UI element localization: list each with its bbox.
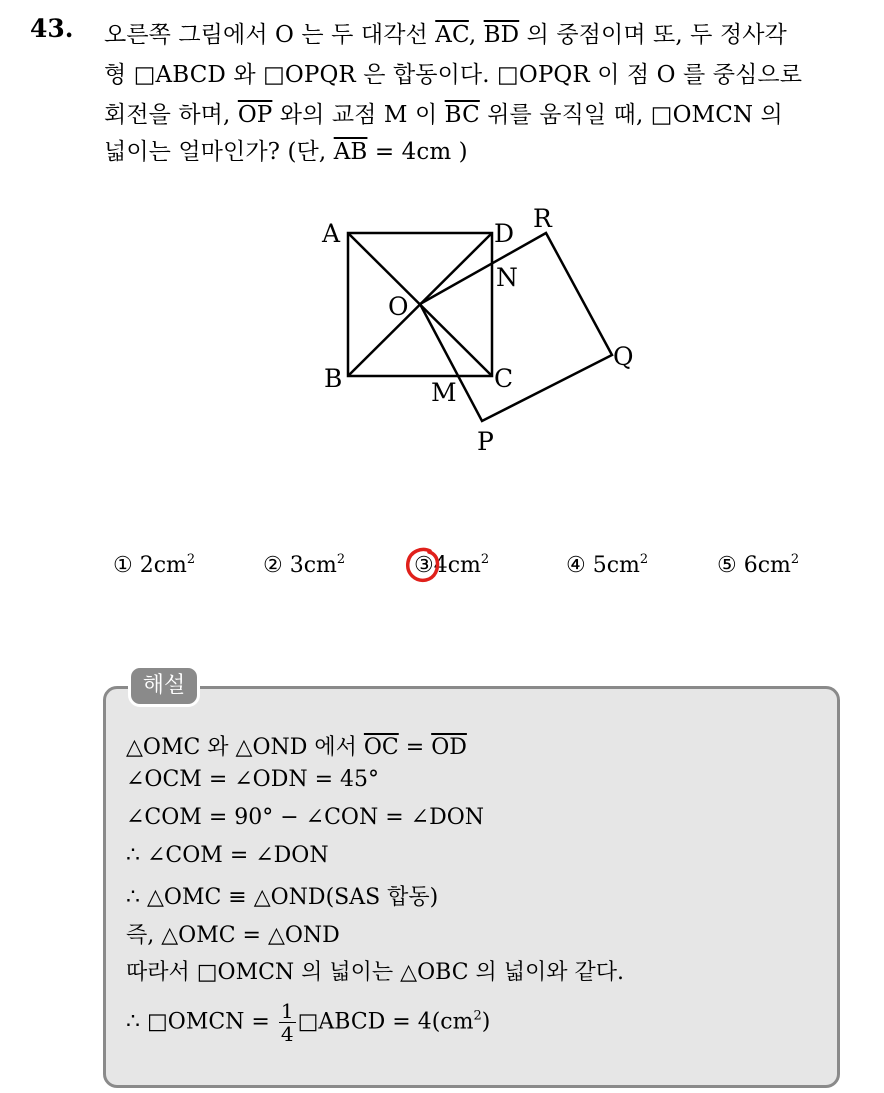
label-r: R [533, 204, 552, 233]
fraction-one-quarter [279, 1000, 296, 1045]
question-line-2: 형 □ABCD 와 □OPQR 은 합동이다. □OPQR 이 점 O 를 중심으로 [104, 62, 803, 88]
segment-ab: $\overline{AB}$ [333, 139, 368, 165]
choice-value: 5cm [592, 553, 640, 578]
solution-line-8 [126, 1000, 490, 1045]
label-b: B [324, 364, 343, 393]
solution-line-4: ∴ ∠COM = ∠DON [126, 843, 329, 868]
choice-value: 2cm [139, 553, 187, 578]
choice-1[interactable] [113, 552, 195, 578]
solution-line-2: ∠OCM = ∠ODN = 45° [126, 767, 380, 792]
segment-oc: $\overline{OC}$ [363, 735, 399, 760]
question-text: = 4cm ) [367, 139, 468, 165]
solution-text: △OMC 와 △OND 에서 [126, 735, 364, 760]
question-text: 와의 교점 M 이 [272, 102, 445, 128]
choice-value: 4cm [433, 553, 481, 578]
label-c: C [494, 364, 514, 393]
solution-text: ) [481, 1009, 491, 1035]
label-a: A [322, 219, 341, 248]
question-line-3 [104, 96, 783, 129]
label-n: N [496, 263, 518, 292]
solution-badge: 해설 [128, 665, 200, 707]
choice-marker: ④ [566, 553, 586, 578]
question-text: , [468, 22, 484, 48]
solution-line-5: ∴ △OMC ≡ △OND(SAS 합동) [126, 885, 439, 910]
question-text: 회전을 하며, [104, 102, 238, 128]
solution-text: □ABCD = 4(cm [297, 1009, 474, 1035]
solution-line-1 [126, 730, 467, 761]
solution-text: ∴ □OMCN = [126, 1009, 277, 1035]
question-text: 오른쪽 그림에서 O 는 두 대각선 [104, 22, 436, 48]
solution-line-3: ∠COM = 90° − ∠CON = ∠DON [126, 805, 484, 830]
answer-circle-mark [404, 545, 442, 585]
segment-bc: $\overline{BC}$ [444, 102, 480, 128]
label-d: D [494, 219, 515, 248]
choice-marker: ① [113, 553, 133, 578]
choice-5[interactable] [717, 552, 799, 578]
question-text: 의 중점이며 또, 두 정사각 [519, 22, 787, 48]
solution-line-6: 즉, △OMC = △OND [126, 923, 340, 948]
choice-exponent: 2 [336, 552, 346, 567]
choice-exponent: 2 [186, 552, 196, 567]
fraction-numerator: 1 [280, 999, 294, 1023]
label-o: O [388, 292, 409, 321]
question-line-1 [104, 16, 787, 49]
solution-line-7: 따라서 □OMCN 의 넓이는 △OBC 의 넓이와 같다. [126, 960, 625, 985]
segment-ac: $\overline{AC}$ [435, 22, 469, 48]
choice-4[interactable] [566, 552, 648, 578]
choice-exponent: 2 [790, 552, 800, 567]
choice-marker: ② [263, 553, 283, 578]
solution-text: = [398, 735, 432, 760]
label-m: M [431, 378, 457, 407]
area-exponent: 2 [473, 1008, 482, 1024]
choice-2[interactable] [263, 552, 345, 578]
geometry-figure [300, 195, 660, 465]
question-text: 넓이는 얼마인가? (단, [104, 139, 334, 165]
question-text: 위를 움직일 때, □OMCN 의 [479, 102, 783, 128]
choice-marker: ⑤ [717, 553, 737, 578]
label-q: Q [613, 342, 634, 371]
segment-od: $\overline{OD}$ [431, 735, 467, 760]
question-line-4 [104, 133, 468, 166]
choice-value: 6cm [743, 553, 791, 578]
choice-marker: ③ [414, 553, 434, 578]
label-p: P [477, 427, 494, 456]
choice-exponent: 2 [639, 552, 649, 567]
segment-bd: $\overline{BD}$ [483, 22, 520, 48]
question-number: 43. [30, 14, 74, 43]
segment-op: $\overline{OP}$ [237, 102, 273, 128]
choice-exponent: 2 [480, 552, 490, 567]
choice-value: 3cm [289, 553, 337, 578]
fraction-denominator: 4 [280, 1022, 294, 1046]
